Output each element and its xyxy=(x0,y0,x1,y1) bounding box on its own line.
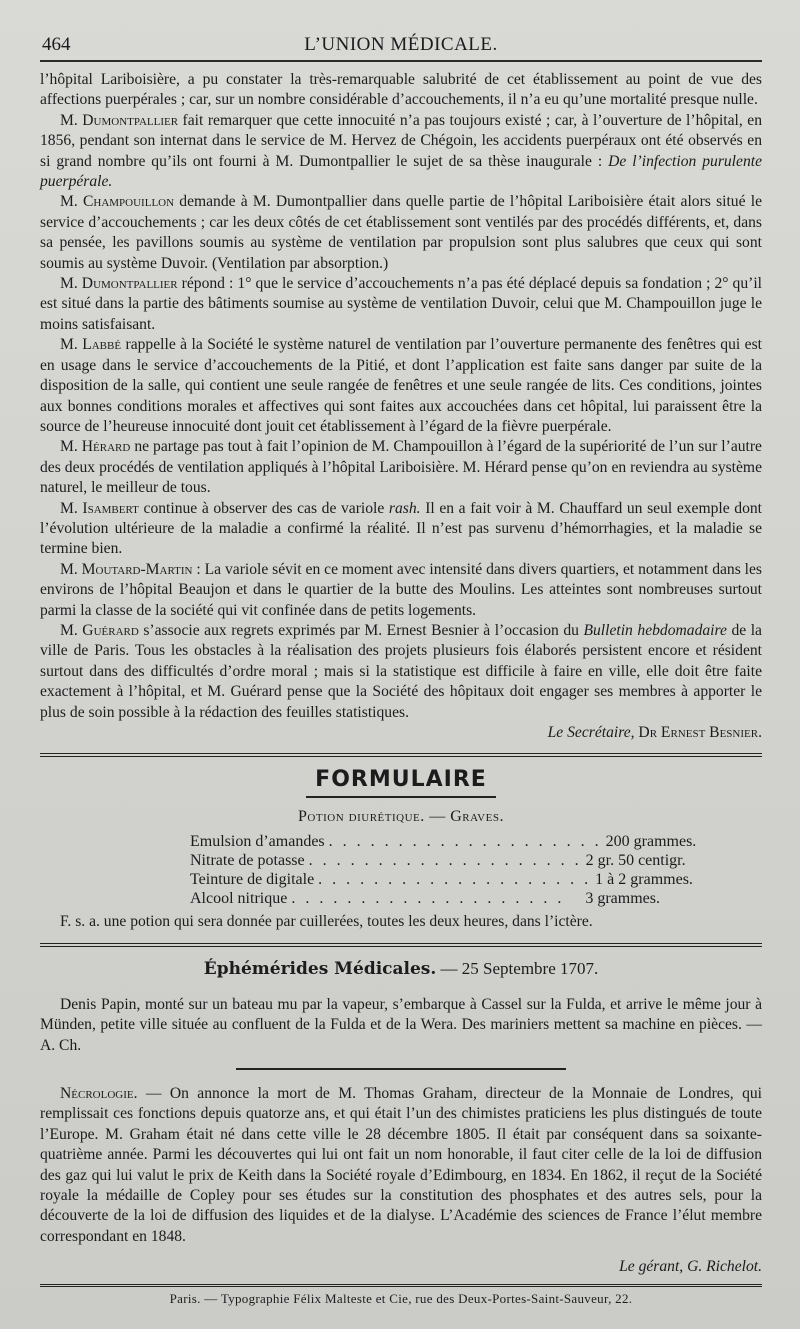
footer-rule xyxy=(40,1284,762,1287)
speaker-name: M. Dumontpallier xyxy=(60,111,179,129)
ingredient-row xyxy=(190,889,660,908)
gerant-signature: Le gérant, G. Richelot. xyxy=(619,1258,762,1276)
paragraph-guerard xyxy=(40,621,762,723)
section-divider xyxy=(40,753,762,757)
ingredient-qty: 1 à 2 grammes. xyxy=(595,871,693,889)
paragraph-isambert xyxy=(40,499,762,560)
ingredient-list xyxy=(190,832,697,908)
paragraph-text: de la ville de Paris. Tous les obstacles à la réalisation des projets plusieurs fois élaborés persistent encore et résident surtout dans des difficultés d’ordre moral ; mais si la statistique est difficile à faire en ville, elle doit être faite exactement à l’hôpital, et M. Guérard pense que la Société des hôpitaux doit engager ses membres à apporter le plus de soin possible à la rédaction des feuilles statistiques. xyxy=(40,621,762,721)
paragraph-moutard-martin xyxy=(40,560,762,621)
paragraph-text: continue à observer des cas de variole xyxy=(138,499,389,517)
thesis-title: De l’infection purulente puerpérale. xyxy=(40,152,762,191)
heading-rule xyxy=(306,796,496,798)
page-number: 464 xyxy=(42,34,71,55)
paragraph-herard xyxy=(40,437,762,498)
ephemerides-heading xyxy=(40,959,762,979)
paragraph-text: : La variole sévit en ce moment avec intensité dans divers quartiers, et notamment dans les environs de l’hôpital Beaujon et dans le quartier de la butte des Moulins. Les atteintes sont nombreuses surtout parmi la classe de la société qui vit confinée dans de petits logements. xyxy=(40,560,762,619)
necrologie-label: Nécrologie. xyxy=(60,1085,138,1103)
speaker-name: M. Champouillon xyxy=(60,193,175,211)
paragraph-text: Il en a fait voir à M. Chauffard un seul exemple dont l’évolution ultérieure de la maladie a confirmé la réalité. Il n’est pas survenu d’hémorrhagies, et la maladie se termine bien. xyxy=(40,499,763,558)
ingredient-name: Alcool nitrique xyxy=(190,890,288,908)
ingredient-qty: 2 gr. 50 centigr. xyxy=(585,852,686,870)
paragraph-champouillon xyxy=(40,192,762,274)
formula-instructions: F. s. a. une potion qui sera donnée par cuillerées, toutes les deux heures, dans l’ictère. xyxy=(60,913,593,931)
leader-dots: . . . . . . . . . . . . . . . . . . . . xyxy=(318,871,592,889)
leader-dots: . . . . . . . . . . . . . . . . . . . . xyxy=(328,833,602,851)
ingredient-qty: 200 grammes. xyxy=(605,833,697,851)
running-header xyxy=(40,0,762,62)
paragraph-text: ne partage pas tout à fait l’opinion de M. Champouillon à l’égard de la supériorité de l’un sur l’autre des deux procédés de ventilation appliqués à l’hôpital Lariboisière. M. Hérard pense qu’on en reviendra au système naturel, le meilleur de tous. xyxy=(40,438,762,497)
paragraph-text: s’associe aux regrets exprimés par M. Ernest Besnier à l’occasion du xyxy=(138,621,584,639)
necrologie-paragraph xyxy=(40,1084,762,1247)
speaker-name: M. Isambert xyxy=(60,499,139,517)
paragraph-text: demande à M. Dumontpallier dans quelle partie de l’hôpital Lariboisière était alors situé le service d’accouchements ; car les deux côtés de cet établissement sont ventilés par des procédés différents, et, dans sa pensée, les pavillons soumis au système de ventilation par propulsion sont plus salubres que ceux qui sont soumis au système Duvoir. (Ventilation par absorption.) xyxy=(40,193,762,272)
rash-term: rash. xyxy=(388,499,421,517)
section-divider xyxy=(236,1068,566,1070)
speaker-name: M. Dumontpallier xyxy=(60,275,178,293)
speaker-name: M. Labbé xyxy=(60,336,122,354)
paragraph-text: rappelle à la Société le système naturel de ventilation par l’ouverture permanente des fenêtres qui est en usage dans le service d’accouchements de la Pitié, et dont l’application est faite sans danger par suite de la disposition de la salle, qui contient une seule rangée de fenêtres et une seule rangée de lits. Ces conditions, jointes aux bonnes conditions morales et affectives qui sont faites aux accouchées dans cet hôpital, lui paraissent être la source de l’heureuse innocuité dont jouit cet établissement à l’égard de la fièvre puerpérale. xyxy=(40,336,762,435)
paragraph-lariboisiere: l’hôpital Lariboisière, a pu constater la très-remarquable salubrité de cet établissement au point de vue des affections puerpérales ; car, sur un nombre considérable d’accouchements, il n’a eu qu’une mortalité presque nulle. xyxy=(40,71,762,109)
formulaire-heading: FORMULAIRE xyxy=(315,767,487,793)
paragraph-text: — On annonce la mort de M. Thomas Graham, directeur de la Monnaie de Londres, qui remplissait ces fonctions depuis quatorze ans, et qui était l’un des chimistes praticiens les plus distingués de toute l’Europe. M. Graham était né dans cette ville le 28 décembre 1805. Il était par conséquent dans sa soixante-quatrième année. Parmi les découvertes qui lui ont fait un nom honorable, il faut citer celle de la loi de diffusion des gaz qui lui valut le prix de Keith dans la Société royale d’Edimbourg, en 1834. En 1862, il reçut de la Société royale la médaille de Copley pour ses études sur la constitution des phosphates et des autres sels, pour la découverte de la loi de diffusion des liquides et de la dialyse. L’Académie des sciences de France l’élut membre correspondant en 1848. xyxy=(40,1085,762,1245)
bulletin-title: Bulletin hebdomadaire xyxy=(583,621,727,639)
signature-name: Dr Ernest Besnier. xyxy=(634,724,762,741)
printer-imprint: Paris. — Typographie Félix Malteste et Cie, rue des Deux-Portes-Saint-Sauveur, 22. xyxy=(169,1290,633,1306)
potion-title: Potion diurétique. — Graves. xyxy=(298,808,504,826)
ephemerides-title: Éphémérides Médicales. xyxy=(203,958,437,979)
section-divider xyxy=(40,943,762,947)
secretary-signature xyxy=(40,723,762,743)
journal-title: L’UNION MÉDICALE. xyxy=(304,34,498,55)
ephemerides-date: — 25 Septembre 1707. xyxy=(436,958,599,978)
ingredient-name: Teinture de digitale xyxy=(190,871,315,889)
speaker-name: M. Moutard-Martin xyxy=(60,560,193,578)
ingredient-name: Nitrate de potasse xyxy=(190,852,305,870)
leader-dots: . . . . . . . . . . . . . . . . . . . . xyxy=(308,852,582,870)
ingredient-row xyxy=(190,832,697,851)
ingredient-qty: 3 grammes. xyxy=(585,890,660,908)
ingredient-row xyxy=(190,870,693,889)
signature-role: Le Secrétaire, xyxy=(547,724,635,741)
speaker-name: M. Hérard xyxy=(60,438,131,456)
paragraph-labbe xyxy=(40,335,762,437)
paragraph-text: fait remarquer que cette innocuité n’a pas toujours existé ; car, à l’ouverture de l’hôpital, en 1856, pendant son internat dans le service de M. Hervez de Chégoin, les accidents puerpéraux ont été observés en si grand nombre qu’ils ont fourni à M. Dumontpallier le sujet de sa thèse inaugurale : xyxy=(40,111,762,170)
paragraph-dumontpallier-1 xyxy=(40,111,762,193)
ingredient-row xyxy=(190,851,686,870)
leader-dots: . . . . . . . . . . . . . . . . . . . . xyxy=(291,890,565,908)
paragraph-dumontpallier-2 xyxy=(40,274,762,335)
paragraph-text: répond : 1° que le service d’accouchements n’a pas été déplacé depuis sa fondation ; 2° qu’il est situé dans la partie des bâtiments soumise au système de ventilation Duvoir, celui que M. Champouillon juge le moins satisfaisant. xyxy=(40,275,762,333)
speaker-name: M. Guérard xyxy=(60,621,139,639)
ingredient-name: Emulsion d’amandes xyxy=(190,833,325,851)
ephemerides-text: Denis Papin, monté sur un bateau mu par la vapeur, s’embarque à Cassel sur la Fulda, et arrive le même jour à Münden, petite ville située au confluent de la Fulda et de la Wera. Des mariniers mettent sa machine en pièces. — A. Ch. xyxy=(40,995,762,1054)
